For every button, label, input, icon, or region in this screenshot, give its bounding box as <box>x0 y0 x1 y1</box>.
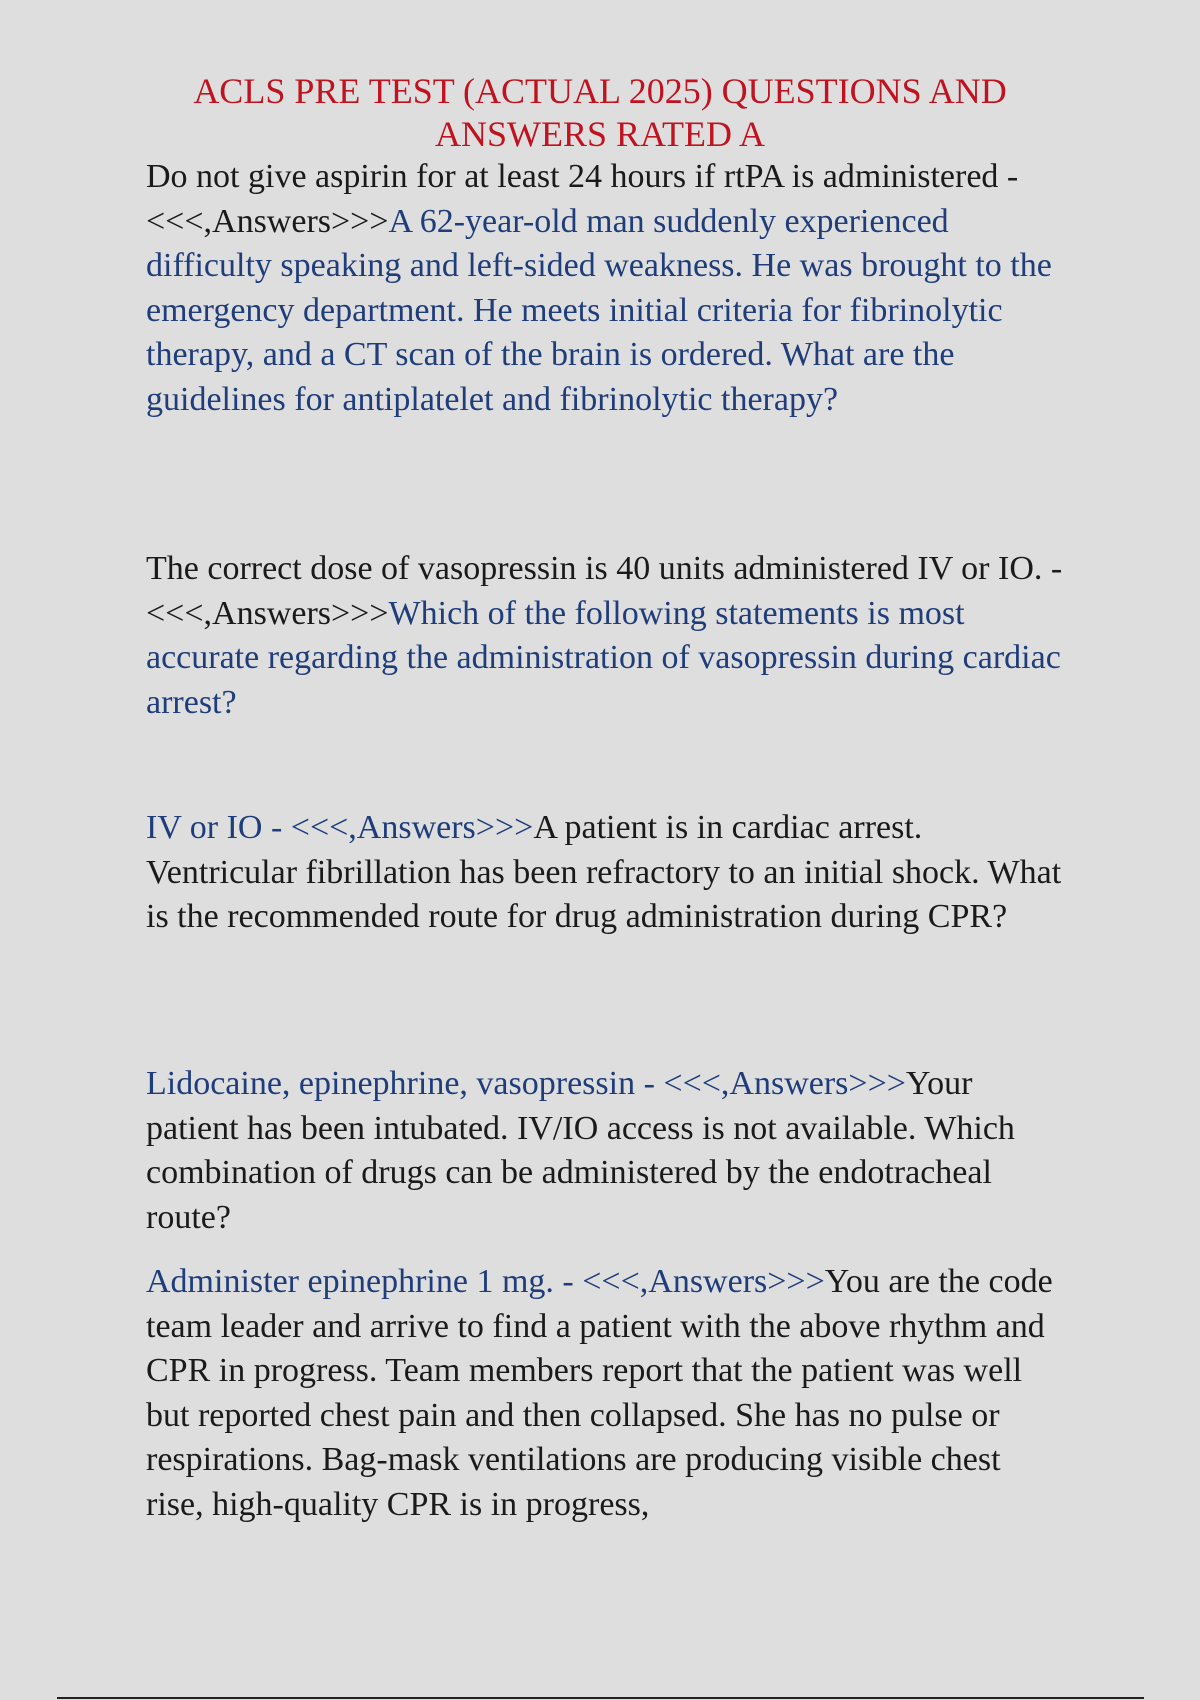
entry-2-answer: The correct dose of vasopressin is 40 units administered IV or IO. - <<<,Answers>>> <box>146 550 1063 632</box>
entry-1-question: A 62-year-old man suddenly experienced difficulty speaking and left-sided weakness. He was brought to the emergency department. He meets initial criteria for fibrinolytic therapy, and a CT scan of the brain is ordered. What are the guidelines for antiplatelet and fibrinolytic therapy? <box>146 202 1052 418</box>
qa-entry-4 <box>146 1062 1066 1240</box>
entry-2-question: Which of the following statements is most accurate regarding the administration of vasopressin during cardiac arrest? <box>146 594 1061 721</box>
page-bottom-rule <box>57 1697 1144 1699</box>
qa-entry-1 <box>146 155 1066 423</box>
entry-4-question: Your patient has been intubated. IV/IO access is not available. Which combination of drugs can be administered by the endotracheal route? <box>146 1065 1015 1236</box>
entry-5-answer: Administer epinephrine 1 mg. - <<<,Answers>>> <box>146 1263 825 1300</box>
qa-entry-3 <box>146 806 1066 940</box>
document-title: ACLS PRE TEST (ACTUAL 2025) QUESTIONS AND ANSWERS RATED A <box>193 71 1007 154</box>
qa-entry-5 <box>146 1260 1066 1528</box>
entry-3-answer: IV or IO - <<<,Answers>>> <box>146 809 534 846</box>
entry-1-answer: Do not give aspirin for at least 24 hours if rtPA is administered - <<<,Answers>>> <box>146 158 1019 240</box>
entry-5-question: You are the code team leader and arrive to find a patient with the above rhythm and CPR in progress. Team members report that the patient was well but reported chest pain and then collapsed. She has no pulse or respirations. Bag-mask ventilations are producing visible chest rise, high-quality CPR is in progress, <box>146 1263 1053 1523</box>
entry-3-question: A patient is in cardiac arrest. Ventricular fibrillation has been refractory to an initial shock. What is the recommended route for drug administration during CPR? <box>146 809 1062 936</box>
qa-entry-2 <box>146 547 1066 725</box>
entry-4-answer: Lidocaine, epinephrine, vasopressin - <<<,Answers>>> <box>146 1065 906 1102</box>
